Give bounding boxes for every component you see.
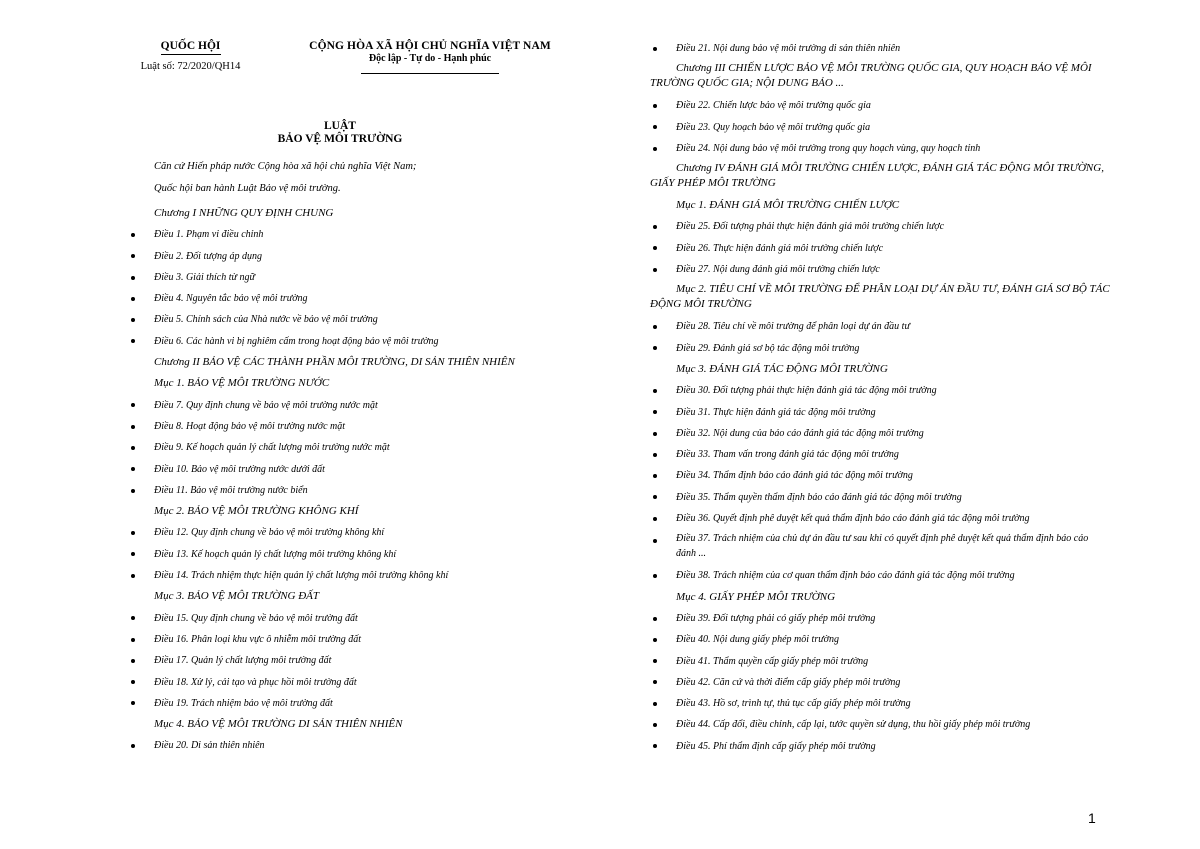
article-link[interactable]: Điều 32. Nội dung của báo cáo đánh giá tác động môi trường — [650, 423, 1110, 444]
left-column — [128, 156, 568, 757]
law-number: Luật số: 72/2020/QH14 — [140, 61, 241, 72]
issuer-name: QUỐC HỘI — [160, 40, 221, 52]
article-link[interactable]: Điều 16. Phân loại khu vực ô nhiễm môi trường đất — [128, 629, 568, 650]
article-link[interactable]: Điều 43. Hồ sơ, trình tự, thủ tục cấp giấy phép môi trường — [650, 693, 1110, 714]
section-heading: Mục 4. GIẤY PHÉP MÔI TRƯỜNG — [676, 590, 836, 603]
article-link[interactable]: Điều 3. Giải thích từ ngữ — [128, 267, 568, 288]
article-link[interactable]: Điều 33. Tham vấn trong đánh giá tác động môi trường — [650, 444, 1110, 465]
article-link[interactable]: Điều 8. Hoạt động bảo vệ môi trường nước mặt — [128, 416, 568, 437]
page-number: 1 — [1088, 810, 1096, 826]
article-link[interactable]: Điều 41. Thẩm quyền cấp giấy phép môi trường — [650, 651, 1110, 672]
article-link[interactable]: Điều 37. Trách nhiệm của chủ dự án đầu tư sau khi có quyết định phê duyệt kết quả thẩm định báo cáo đánh ... — [650, 529, 1110, 565]
section-heading: Mục 3. BẢO VỆ MÔI TRƯỜNG ĐẤT — [154, 590, 320, 603]
article-link[interactable]: Điều 1. Phạm vi điều chỉnh — [128, 224, 568, 245]
chapter-heading: Chương IV ĐÁNH GIÁ MÔI TRƯỜNG CHIẾN LƯỢC, ĐÁNH GIÁ TÁC ĐỘNG MÔI TRƯỜNG, GIẤY PHÉP MÔI TRƯỜNG — [650, 162, 1104, 190]
section-heading: Mục 4. BẢO VỆ MÔI TRƯỜNG DI SẢN THIÊN NHIÊN — [154, 718, 403, 731]
article-link[interactable]: Điều 5. Chính sách của Nhà nước về bảo vệ môi trường — [128, 309, 568, 330]
article-link[interactable]: Điều 12. Quy định chung về bảo vệ môi trường không khí — [128, 522, 568, 543]
section-heading: Mục 2. BẢO VỆ MÔI TRƯỜNG KHÔNG KHÍ — [154, 505, 359, 518]
issuer-block — [128, 40, 253, 72]
article-link[interactable]: Điều 39. Đối tượng phải có giấy phép môi trường — [650, 608, 1110, 629]
article-link[interactable]: Điều 11. Bảo vệ môi trường nước biển — [128, 480, 568, 501]
article-link[interactable]: Điều 28. Tiêu chí về môi trường để phân loại dự án đầu tư — [650, 316, 1110, 337]
section-heading: Mục 1. BẢO VỆ MÔI TRƯỜNG NƯỚC — [154, 377, 330, 390]
article-link[interactable]: Điều 20. Di sản thiên nhiên — [128, 735, 568, 756]
article-link[interactable]: Điều 38. Trách nhiệm của cơ quan thẩm định báo cáo đánh giá tác động môi trường — [650, 565, 1110, 586]
document-title — [240, 120, 440, 146]
article-link[interactable]: Điều 21. Nội dung bảo vệ môi trường di sản thiên nhiên — [650, 38, 1110, 59]
article-link[interactable]: Điều 29. Đánh giá sơ bộ tác động môi trường — [650, 338, 1110, 359]
title-line-2: BẢO VỆ MÔI TRƯỜNG — [277, 133, 403, 145]
section-heading: Mục 3. ĐÁNH GIÁ TÁC ĐỘNG MÔI TRƯỜNG — [676, 362, 888, 375]
article-link[interactable]: Điều 14. Trách nhiệm thực hiện quản lý chất lượng môi trường không khí — [128, 565, 568, 586]
chapter-heading: Chương III CHIẾN LƯỢC BẢO VỆ MÔI TRƯỜNG QUỐC GIA, QUY HOẠCH BẢO VỆ MÔI TRƯỜNG QUỐC GIA; NỘI DUNG BẢO ... — [650, 62, 1092, 90]
article-link[interactable]: Điều 4. Nguyên tắc bảo vệ môi trường — [128, 288, 568, 309]
article-link[interactable]: Điều 6. Các hành vi bị nghiêm cấm trong hoạt động bảo vệ môi trường — [128, 331, 568, 352]
article-link[interactable]: Điều 22. Chiến lược bảo vệ môi trường quốc gia — [650, 95, 1110, 116]
chapter-heading: Chương II BẢO VỆ CÁC THÀNH PHẦN MÔI TRƯỜNG, DI SẢN THIÊN NHIÊN — [154, 356, 515, 369]
right-column — [650, 38, 1110, 757]
article-link[interactable]: Điều 10. Bảo vệ môi trường nước dưới đất — [128, 459, 568, 480]
article-link[interactable]: Điều 23. Quy hoạch bảo vệ môi trường quốc gia — [650, 117, 1110, 138]
article-link[interactable]: Điều 26. Thực hiện đánh giá môi trường chiến lược — [650, 238, 1110, 259]
nation-block — [300, 40, 560, 74]
article-link[interactable]: Điều 24. Nội dung bảo vệ môi trường trong quy hoạch vùng, quy hoạch tỉnh — [650, 138, 1110, 159]
article-link[interactable]: Điều 31. Thực hiện đánh giá tác động môi trường — [650, 402, 1110, 423]
article-link[interactable]: Điều 34. Thẩm định báo cáo đánh giá tác động môi trường — [650, 465, 1110, 486]
chapter-heading: Chương I NHỮNG QUY ĐỊNH CHUNG — [154, 207, 334, 219]
article-link[interactable]: Điều 36. Quyết định phê duyệt kết quả thẩm định báo cáo đánh giá tác động môi trường — [650, 508, 1110, 529]
article-link[interactable]: Điều 13. Kế hoạch quản lý chất lượng môi trường không khí — [128, 544, 568, 565]
preamble-line: Căn cứ Hiến pháp nước Cộng hòa xã hội chủ nghĩa Việt Nam; — [154, 161, 417, 172]
section-heading: Mục 2. TIÊU CHÍ VỀ MÔI TRƯỜNG ĐỂ PHÂN LOẠI DỰ ÁN ĐẦU TƯ, ĐÁNH GIÁ SƠ BỘ TÁC ĐỘNG MÔI TRƯỜNG — [650, 283, 1110, 311]
article-link[interactable]: Điều 45. Phí thẩm định cấp giấy phép môi trường — [650, 736, 1110, 757]
article-link[interactable]: Điều 2. Đối tượng áp dụng — [128, 246, 568, 267]
preamble-line: Quốc hội ban hành Luật Bảo vệ môi trường. — [154, 183, 341, 194]
article-link[interactable]: Điều 18. Xử lý, cải tạo và phục hồi môi trường đất — [128, 672, 568, 693]
article-link[interactable]: Điều 44. Cấp đổi, điều chỉnh, cấp lại, tước quyền sử dụng, thu hồi giấy phép môi trường — [650, 714, 1110, 735]
article-link[interactable]: Điều 27. Nội dung đánh giá môi trường chiến lược — [650, 259, 1110, 280]
article-link[interactable]: Điều 25. Đối tượng phải thực hiện đánh giá môi trường chiến lược — [650, 216, 1110, 237]
article-link[interactable]: Điều 42. Căn cứ và thời điểm cấp giấy phép môi trường — [650, 672, 1110, 693]
article-link[interactable]: Điều 9. Kế hoạch quản lý chất lượng môi trường nước mặt — [128, 437, 568, 458]
article-link[interactable]: Điều 35. Thẩm quyền thẩm định báo cáo đánh giá tác động môi trường — [650, 487, 1110, 508]
nation-motto: Độc lập - Tự do - Hạnh phúc — [368, 53, 492, 64]
article-link[interactable]: Điều 40. Nội dung giấy phép môi trường — [650, 629, 1110, 650]
section-heading: Mục 1. ĐÁNH GIÁ MÔI TRƯỜNG CHIẾN LƯỢC — [676, 199, 900, 212]
article-link[interactable]: Điều 19. Trách nhiệm bảo vệ môi trường đất — [128, 693, 568, 714]
article-link[interactable]: Điều 7. Quy định chung về bảo vệ môi trường nước mặt — [128, 395, 568, 416]
issuer-underline — [161, 54, 221, 55]
motto-underline — [361, 73, 499, 74]
article-link[interactable]: Điều 15. Quy định chung về bảo vệ môi trường đất — [128, 608, 568, 629]
nation-name: CỘNG HÒA XÃ HỘI CHỦ NGHĨA VIỆT NAM — [309, 40, 551, 52]
article-link[interactable]: Điều 17. Quản lý chất lượng môi trường đất — [128, 650, 568, 671]
article-link[interactable]: Điều 30. Đối tượng phải thực hiện đánh giá tác động môi trường — [650, 380, 1110, 401]
title-line-1: LUẬT — [324, 120, 356, 132]
